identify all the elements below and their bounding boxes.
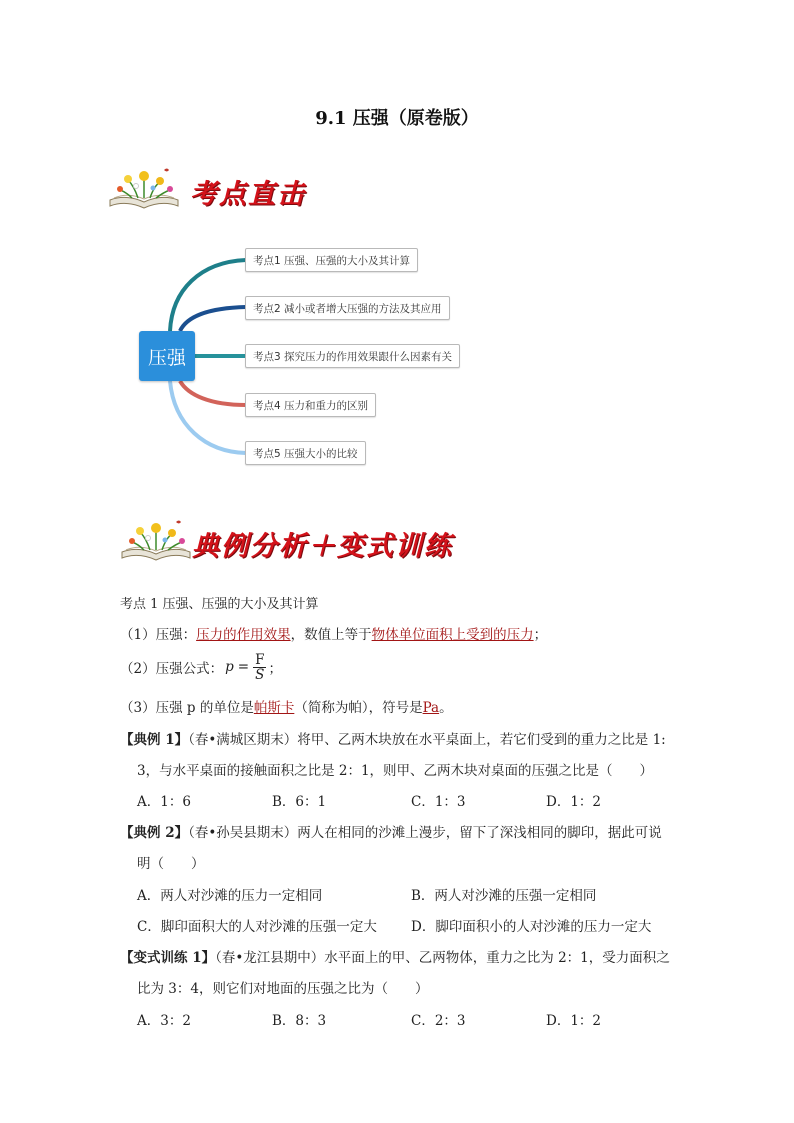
connector-4 <box>180 381 246 405</box>
point-1-suffix: ； <box>533 627 548 643</box>
question-2-option-c: C．脚印面积大的人对沙滩的压强一定大 <box>137 919 377 935</box>
point-1-definition: 压力的作用效果 <box>196 627 291 643</box>
formula-denominator: S <box>255 666 265 683</box>
question-1-option-b: B．6：1 <box>272 794 327 810</box>
question-2-line-2: 明（ ） <box>137 856 205 872</box>
point-3 <box>120 696 453 716</box>
section-heading: 考点 1 压强、压强的大小及其计算 <box>120 597 319 612</box>
formula-numerator: F <box>255 651 265 668</box>
question-3-option-c: C．2：3 <box>411 1013 466 1029</box>
point-1-prefix: （1）压强： <box>120 627 197 643</box>
banner-kaodian: 考点直击 <box>190 179 306 210</box>
question-1-option-c: C．1：3 <box>411 794 466 810</box>
point-1-definition-2: 物体单位面积上受到的压力 <box>371 627 534 643</box>
question-1-line-1 <box>120 728 666 748</box>
connector-2 <box>180 307 246 331</box>
formula-eq: = <box>237 659 250 675</box>
question-2-option-d: D．脚印面积小的人对沙滩的压力一定大 <box>411 919 652 935</box>
question-1-option-a: A．1：6 <box>137 794 191 810</box>
question-3-text-1: （春•龙江县期中）水平面上的甲、乙两物体，重力之比为 2：1，受力面积之 <box>215 950 670 966</box>
point-1-mid: ，数值上等于 <box>290 627 372 643</box>
question-1-tag: 【典例 1】 <box>120 732 189 748</box>
point-3-suffix: 。 <box>439 700 453 716</box>
point-2-suffix: ； <box>268 661 282 677</box>
question-3-line-1 <box>120 946 670 966</box>
mindmap-node-5: 考点5 压强大小的比较 <box>245 441 366 465</box>
point-3-prefix: （3）压强 p 的单位是 <box>120 700 254 716</box>
question-3-line-2: 比为 3：4，则它们对地面的压强之比为（ ） <box>137 981 429 997</box>
formula-fraction <box>253 653 266 682</box>
question-2-tag: 【典例 2】 <box>120 825 189 841</box>
point-3-mid: （简称为帕），符号是 <box>294 700 423 716</box>
question-1-line-2: 3，与水平桌面的接触面积之比是 2：1，则甲、乙两木块对桌面的压强之比是（ ） <box>137 763 654 779</box>
question-1-option-d: D．1：2 <box>546 794 602 810</box>
question-3-tag: 【变式训练 1】 <box>120 950 216 966</box>
mindmap-node-1: 考点1 压强、压强的大小及其计算 <box>245 248 418 272</box>
banner-dianli: 典例分析＋变式训练 <box>192 531 453 562</box>
mindmap-node-2: 考点2 减小或者增大压强的方法及其应用 <box>245 296 450 320</box>
connector-5 <box>170 381 246 453</box>
question-3-option-b: B．8：3 <box>272 1013 327 1029</box>
question-2-text-1: （春•孙吴县期末）两人在相同的沙滩上漫步，留下了深浅相同的脚印，据此可说 <box>188 825 662 841</box>
question-2-option-b: B．两人对沙滩的压强一定相同 <box>411 888 597 904</box>
point-3-unit: 帕斯卡 <box>253 700 295 716</box>
point-2-prefix: （2）压强公式： <box>120 661 224 677</box>
page-title: 9.1 压强（原卷版） <box>315 108 479 129</box>
point-1 <box>120 623 547 643</box>
question-1-text-1: （春•满城区期末）将甲、乙两木块放在水平桌面上，若它们受到的重力之比是 1: <box>188 732 666 748</box>
mindmap-node-3: 考点3 探究压力的作用效果跟什么因素有关 <box>245 344 460 368</box>
formula <box>225 653 266 682</box>
question-2-line-1 <box>120 821 662 841</box>
point-2 <box>120 650 282 684</box>
mindmap-center: 压强 <box>139 331 195 381</box>
mindmap-node-4: 考点4 压力和重力的区别 <box>245 393 376 417</box>
book-flower-icon <box>118 516 194 562</box>
question-3-option-a: A．3：2 <box>137 1013 191 1029</box>
formula-lhs: p <box>225 659 234 675</box>
question-2-option-a: A．两人对沙滩的压力一定相同 <box>137 888 323 904</box>
connector-1 <box>170 260 246 331</box>
point-3-symbol: Pa <box>422 700 440 716</box>
question-3-option-d: D．1：2 <box>546 1013 602 1029</box>
